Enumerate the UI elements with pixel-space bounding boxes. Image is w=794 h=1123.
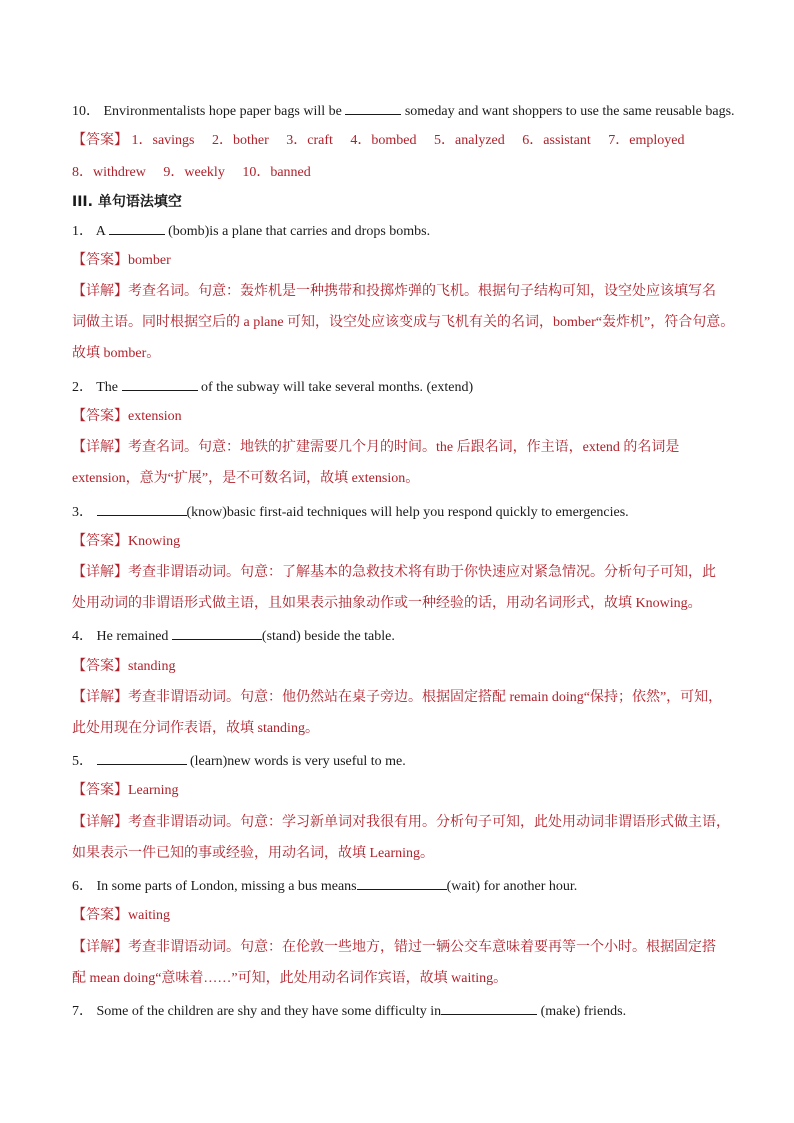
question-text-before: A [95,224,106,239]
detail-text: 考查非谓语动词。句意：了解基本的急救技术将有助于你快速应对紧急情况。分析句子可知，此 [128,565,716,580]
question-number: 5． [72,754,93,769]
question-text-after: (learn)new words is very useful to me. [190,754,406,769]
answer-blank [441,1000,537,1015]
answer-value: Knowing [128,534,181,549]
detail-label: 【详解】 [72,690,128,705]
answer-blank [172,625,262,640]
answer-item: 5．analyzed [434,133,505,148]
answer-item: 6．assistant [522,133,591,148]
answer-2 [72,407,732,427]
question-text-after: (wait) for another hour. [446,879,578,894]
answer-4 [72,657,732,677]
answer-item: 4．bombed [350,133,417,148]
question-2 [72,376,732,398]
detail-4-line-1 [72,688,732,708]
detail-text: 考查非谓语动词。句意：学习新单词对我很有用。分析句子可知，此处用动词非谓语形式做主语， [128,815,730,830]
answer-item: 1．savings [131,133,195,148]
question-5 [72,750,732,772]
answer-label: 【答案】 [72,253,128,268]
answer-blank [345,100,401,115]
question-number: 7． [72,1004,93,1019]
detail-6-line-2: 配 mean doing“意味着……”可知，此处用动名词作宾语，故填 waiting。 [72,971,508,986]
answer-item: 10．banned [242,165,311,180]
detail-3-line-1 [72,563,732,583]
answer-label: 【答案】 [72,534,128,549]
answer-5 [72,781,732,801]
detail-5-line-2: 如果表示一件已知的事或经验，用动名词，故填 Learning。 [72,846,435,861]
answer-1 [72,251,732,271]
answer-item: 8．withdrew [72,165,146,180]
detail-label: 【详解】 [72,815,128,830]
question-number: 10． [72,104,100,119]
answer-blank [122,376,198,391]
answer-3 [72,532,732,552]
answer-item: 2．bother [212,133,269,148]
answer-label: 【答案】 [72,409,128,424]
answer-blank [97,501,187,516]
question-text-after: (know)basic first-aid techniques will help you respond quickly to emergencies. [186,505,629,520]
detail-3-line-2: 处用动词的非谓语形式做主语，且如果表示抽象动作或一种经验的话，用动名词形式，故填 Knowing。 [72,596,702,611]
question-number: 6． [72,879,93,894]
question-number: 1． [72,224,93,239]
question-text-after: of the subway will take several months. (extend) [201,380,474,395]
detail-1-line-3: 故填 bomber。 [72,346,161,361]
question-text-after: someday and want shoppers to use the same reusable bags. [404,104,735,119]
detail-text: 考查名词。句意：地铁的扩建需要几个月的时间。the 后跟名词，作主语，extend 的名词是 [128,440,680,455]
answer-label: 【答案】 [72,659,128,674]
detail-label: 【详解】 [72,565,128,580]
answer-blank [357,875,447,890]
detail-5-line-1 [72,813,732,833]
answer-value: Learning [128,783,179,798]
detail-label: 【详解】 [72,940,128,955]
detail-4-line-2: 此处用现在分词作表语，故填 standing。 [72,721,319,736]
answer-key-row-2 [72,163,732,183]
answer-item: 3．craft [286,133,333,148]
question-text-before: In some parts of London, missing a bus means [96,879,357,894]
answer-value: waiting [128,908,170,923]
answer-key-row-1 [72,131,732,151]
detail-label: 【详解】 [72,440,128,455]
question-7 [72,1000,732,1022]
detail-2-line-1 [72,438,732,458]
answer-value: extension [128,409,182,424]
answer-blank [109,220,165,235]
question-3 [72,501,732,523]
question-number: 3． [72,505,93,520]
detail-text: 考查名词。句意：轰炸机是一种携带和投掷炸弹的飞机。根据句子结构可知，设空处应该填写名 [128,284,716,299]
answer-item: 7．employed [608,133,685,148]
question-text-after: (bomb)is a plane that carries and drops bombs. [168,224,431,239]
question-text-after: (make) friends. [540,1004,627,1019]
question-text-after: (stand) beside the table. [261,629,395,644]
detail-2-line-2: extension，意为“扩展”，是不可数名词，故填 extension。 [72,471,420,486]
question-4 [72,625,732,647]
question-text-before: The [96,380,119,395]
section-title: III. 单句语法填空 [72,194,182,210]
question-number: 2． [72,380,93,395]
answer-blank [97,750,187,765]
question-text-before: Some of the children are shy and they have some difficulty in [96,1004,442,1019]
question-text-before: Environmentalists hope paper bags will be [103,104,342,119]
detail-label: 【详解】 [72,284,128,299]
detail-6-line-1 [72,938,732,958]
answer-label: 【答案】 [72,783,128,798]
answer-item: 9．weekly [163,165,225,180]
question-1 [72,220,732,242]
detail-text: 考查非谓语动词。句意：他仍然站在桌子旁边。根据固定搭配 remain doing“保持；依然”，可知， [128,690,723,705]
question-10 [72,100,735,122]
answer-value: standing [128,659,176,674]
answer-tag: 【答案】 [72,133,128,148]
detail-1-line-1 [72,282,732,302]
answer-6 [72,906,732,926]
detail-text: 考查非谓语动词。句意：在伦敦一些地方，错过一辆公交车意味着要再等一个小时。根据固定搭 [128,940,716,955]
question-number: 4． [72,629,93,644]
answer-label: 【答案】 [72,908,128,923]
question-6 [72,875,732,897]
question-text-before: He remained [96,629,169,644]
answer-value: bomber [128,253,171,268]
detail-1-line-2: 词做主语。同时根据空后的 a plane 可知，设空处应该变成与飞机有关的名词，bomber“轰炸机”，符合句意。 [72,315,735,330]
